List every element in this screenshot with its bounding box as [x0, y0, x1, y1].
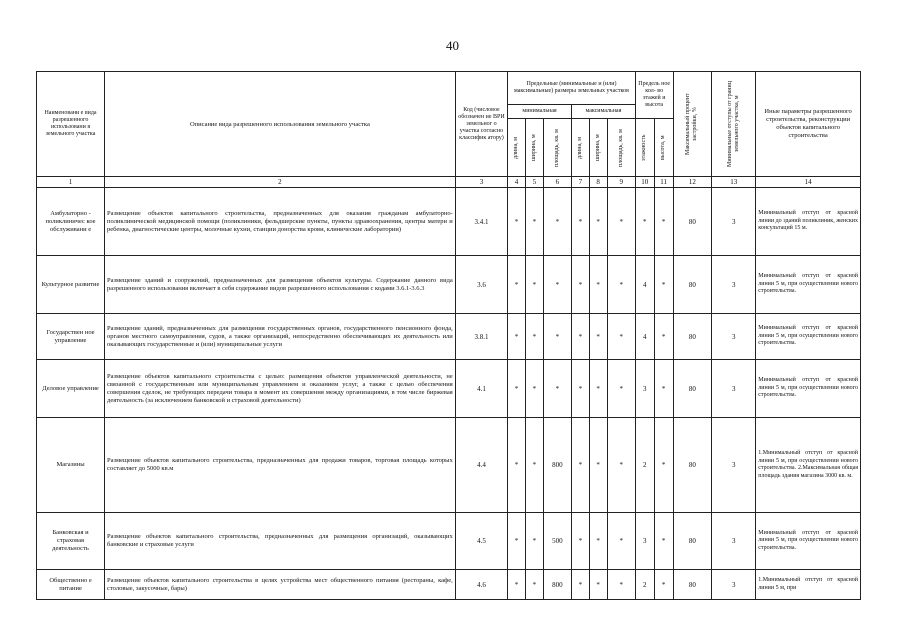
floors-value: 3 [635, 513, 654, 570]
other-params [756, 314, 861, 360]
height-value: * [654, 188, 673, 256]
column-number: 6 [543, 177, 571, 188]
height-value: * [654, 360, 673, 418]
header-min-length: длина, м [513, 136, 520, 159]
header-other: Иные параметры разрешенного строительства, реконструкции объектов капитального строительства [756, 72, 861, 177]
max-width-value: * [589, 314, 607, 360]
floors-value: 4 [635, 314, 654, 360]
column-number: 2 [105, 177, 456, 188]
min-area-value: * [543, 360, 571, 418]
column-number: 10 [635, 177, 654, 188]
other-params-text: 1.Минимальный отступ от красной линии 5 м, при осуществлении нового строительства. 2.Максимальная общая площадь здания магазина 3000 кв. м. [758, 450, 858, 479]
max-area-value: * [607, 314, 635, 360]
other-params [756, 188, 861, 256]
header-floors: этажность [641, 134, 648, 161]
column-number: 8 [589, 177, 607, 188]
other-params-text: 1.Минимальный отступ от красной линии 5 м, при [758, 577, 858, 591]
min-length-value: * [508, 314, 526, 360]
column-number: 4 [508, 177, 526, 188]
floors-value: * [635, 188, 654, 256]
header-name: Наименовани е вида разрешенного использовани я земельного участка [37, 72, 105, 177]
use-description: Размещение объектов капитального строительства, предназначенных для продажи товаров, торговая площадь которых составляет до 5000 кв.м [105, 418, 456, 513]
coverage-value: 80 [673, 188, 712, 256]
header-setback: Минимальные отступы от границ земельного участка, м [726, 81, 740, 167]
use-name: Культурное развитие [37, 256, 105, 314]
setback-value: 3 [712, 570, 756, 600]
setback-value: 3 [712, 360, 756, 418]
max-length-value: * [571, 418, 589, 513]
header-min-width: ширина, м [530, 134, 537, 161]
coverage-value: 80 [673, 360, 712, 418]
height-value: * [654, 570, 673, 600]
min-length-value: * [508, 360, 526, 418]
max-length-value: * [571, 314, 589, 360]
min-length-value: * [508, 256, 526, 314]
column-number: 5 [525, 177, 543, 188]
use-code: 3.6 [455, 256, 507, 314]
other-params-text: Минимальный отступ от красной линии 5 м, при осуществлении нового строительства. [758, 377, 858, 399]
max-length-value: * [571, 188, 589, 256]
table-row [37, 513, 861, 570]
min-area-value: * [543, 188, 571, 256]
use-name: Государствен ное управление [37, 314, 105, 360]
floors-value: 2 [635, 570, 654, 600]
header-sizes: Предельные (минимальные и (или) максимальные) размеры земельных участков [508, 72, 636, 105]
max-length-value: * [571, 570, 589, 600]
use-code: 4.4 [455, 418, 507, 513]
max-width-value: * [589, 513, 607, 570]
use-description: Размещение объектов капитального строительства, предназначенных для оказания гражданам амбулаторно-поликлинической медицинской помощи (поликлиники, фельдшерские пункты, пункты здравоохранения, центры матери и ребенка, диагностические центры, молочные кухни, станции донорства крови, клинические лаборатории) [105, 188, 456, 256]
table-row [37, 418, 861, 513]
use-code: 4.1 [455, 360, 507, 418]
table-row [37, 314, 861, 360]
use-name: Деловое управление [37, 360, 105, 418]
header-setback-cell [712, 72, 756, 177]
max-width-value: * [589, 570, 607, 600]
column-number: 1 [37, 177, 105, 188]
other-params [756, 360, 861, 418]
use-name: Амбулаторно - поликлиничес кое обслуживани е [37, 188, 105, 256]
max-area-value: * [607, 256, 635, 314]
use-description: Размещение объектов капитального строительства, предназначенных для размещения организаций, оказывающих банковские и страховые услуги [105, 513, 456, 570]
header-max-area: площадь, кв. м [617, 128, 624, 167]
min-area-value: 800 [543, 418, 571, 513]
min-length-value: * [508, 513, 526, 570]
other-params [756, 256, 861, 314]
setback-value: 3 [712, 418, 756, 513]
table-row [37, 360, 861, 418]
height-value: * [654, 418, 673, 513]
setback-value: 3 [712, 314, 756, 360]
height-value: * [654, 256, 673, 314]
other-params-text: Минимальный отступ от красной линии 5 м, при осуществлении нового строительства. [758, 529, 858, 551]
header-coverage: Максимальный процент застройки, % [685, 93, 699, 155]
coverage-value: 80 [673, 256, 712, 314]
min-area-value: * [543, 256, 571, 314]
floors-value: 3 [635, 360, 654, 418]
coverage-value: 80 [673, 314, 712, 360]
height-value: * [654, 513, 673, 570]
use-code: 3.4.1 [455, 188, 507, 256]
zoning-table [36, 71, 861, 600]
min-width-value: * [525, 188, 543, 256]
max-length-value: * [571, 513, 589, 570]
max-area-value: * [607, 418, 635, 513]
min-width-value: * [525, 418, 543, 513]
other-params-text: Минимальный отступ от красной линии 5 м, при осуществлении нового строительства. [758, 273, 858, 295]
other-params-text: Минимальный отступ от красной линии до зданий поликлиник, женских консультаций 15 м. [758, 210, 858, 232]
min-area-value: 800 [543, 570, 571, 600]
max-width-value: * [589, 256, 607, 314]
use-name: Магазины [37, 418, 105, 513]
header-max-length: длина, м [576, 136, 583, 159]
table-row [37, 188, 861, 256]
max-area-value: * [607, 513, 635, 570]
setback-value: 3 [712, 256, 756, 314]
min-width-value: * [525, 256, 543, 314]
header-coverage-cell [673, 72, 712, 177]
floors-value: 2 [635, 418, 654, 513]
use-name: Банковская и страховая деятельность [37, 513, 105, 570]
header-min-area: площадь, кв. м [553, 128, 560, 167]
other-params [756, 418, 861, 513]
use-description: Размещение объектов капитального строительства в целях устройства мест общественного питания (рестораны, кафе, столовые, закусочные, бары) [105, 570, 456, 600]
setback-value: 3 [712, 188, 756, 256]
use-description: Размещение зданий, предназначенных для размещения государственных органов, государственного пенсионного фонда, органов местного самоуправления, судов, а также организаций, непосредственно обеспечивающих их деятельность или оказывающих государственные и (или) муниципальные услуги [105, 314, 456, 360]
column-numbers-row [37, 177, 861, 188]
column-number: 11 [654, 177, 673, 188]
max-area-value: * [607, 188, 635, 256]
max-area-value: * [607, 360, 635, 418]
header-max-width: ширина, м [594, 134, 601, 161]
min-width-value: * [525, 570, 543, 600]
header-code: Код (числовое обозначен ие ВРИ земельног о участка согласно классифик атору) [455, 72, 507, 177]
coverage-value: 80 [673, 513, 712, 570]
min-width-value: * [525, 360, 543, 418]
use-code: 3.8.1 [455, 314, 507, 360]
max-length-value: * [571, 256, 589, 314]
column-number: 13 [712, 177, 756, 188]
min-length-value: * [508, 570, 526, 600]
max-length-value: * [571, 360, 589, 418]
max-width-value: * [589, 418, 607, 513]
min-length-value: * [508, 418, 526, 513]
header-max: максимальная [571, 105, 635, 119]
column-number: 7 [571, 177, 589, 188]
other-params-text: Минимальный отступ от красной линии 5 м, при осуществлении нового строительства. [758, 325, 858, 347]
header-floors-group: Предель ное кол- во этажей и высота [635, 72, 673, 119]
max-width-value: * [589, 360, 607, 418]
coverage-value: 80 [673, 418, 712, 513]
column-number: 9 [607, 177, 635, 188]
min-area-value: 500 [543, 513, 571, 570]
floors-value: 4 [635, 256, 654, 314]
column-number: 12 [673, 177, 712, 188]
max-area-value: * [607, 570, 635, 600]
table-row [37, 570, 861, 600]
min-width-value: * [525, 513, 543, 570]
min-width-value: * [525, 314, 543, 360]
column-number: 3 [455, 177, 507, 188]
coverage-value: 80 [673, 570, 712, 600]
other-params [756, 570, 861, 600]
use-description: Размещение объектов капитального строительства с целью: размещения объектов управленческой деятельности, не связанной с государственным или муниципальным управлением и оказанием услуг, а также с целью обеспечения совершения сделок, не требующих передачи товара в момент их совершения между организациями, в том числе биржевая деятельность (за исключением банковской и страховой деятельности) [105, 360, 456, 418]
header-height: высота, м [660, 135, 667, 160]
header-min: минимальная [508, 105, 572, 119]
use-name: Общественно е питание [37, 570, 105, 600]
table-row [37, 256, 861, 314]
other-params [756, 513, 861, 570]
use-description: Размещение зданий и сооружений, предназначенных для размещения объектов культуры. Содержание данного вида разрешенного использования включает в себя содержание видов разрешенного использования с кодами 3.6.1-3.6.3 [105, 256, 456, 314]
page-number: 40 [446, 38, 459, 53]
max-width-value: * [589, 188, 607, 256]
min-length-value: * [508, 188, 526, 256]
height-value: * [654, 314, 673, 360]
column-number: 14 [756, 177, 861, 188]
min-area-value: * [543, 314, 571, 360]
use-code: 4.5 [455, 513, 507, 570]
header-description: Описание вида разрешенного использования земельного участка [105, 72, 456, 177]
use-code: 4.6 [455, 570, 507, 600]
setback-value: 3 [712, 513, 756, 570]
